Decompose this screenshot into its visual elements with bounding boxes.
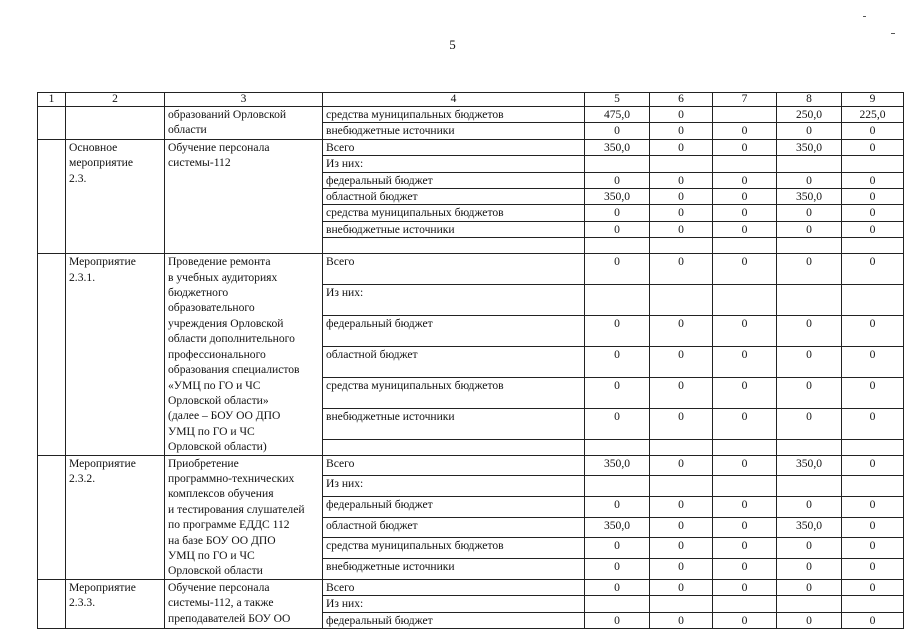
- amount-cell: 0: [842, 221, 904, 237]
- amount-cell: 0: [650, 221, 713, 237]
- col-header: 4: [323, 93, 585, 107]
- amount-cell: [713, 156, 777, 172]
- amount-cell: [713, 285, 777, 316]
- amount-cell: 350,0: [777, 139, 842, 155]
- amount-cell: 0: [713, 538, 777, 559]
- amount-cell: 0: [650, 316, 713, 347]
- amount-cell: 350,0: [777, 455, 842, 476]
- amount-cell: 0: [585, 496, 650, 517]
- amount-cell: 350,0: [585, 517, 650, 538]
- col-header: 2: [66, 93, 165, 107]
- amount-cell: 0: [650, 107, 713, 123]
- header-row: [38, 93, 904, 107]
- amount-cell: 0: [777, 172, 842, 188]
- row-number-cell: [38, 254, 66, 455]
- funding-source-cell: внебюджетные источники: [323, 408, 585, 439]
- amount-cell: 0: [842, 254, 904, 285]
- amount-cell: 0: [650, 455, 713, 476]
- spacer-cell: [323, 439, 585, 455]
- amount-cell: 350,0: [777, 189, 842, 205]
- amount-cell: 350,0: [585, 455, 650, 476]
- amount-cell: 0: [585, 316, 650, 347]
- activity-name-cell: [66, 107, 165, 140]
- funding-source-cell: средства муниципальных бюджетов: [323, 107, 585, 123]
- spacer-cell: [323, 238, 585, 254]
- amount-cell: 0: [650, 377, 713, 408]
- funding-source-cell: областной бюджет: [323, 346, 585, 377]
- table-row: [38, 455, 904, 476]
- amount-cell: 0: [777, 579, 842, 595]
- row-number-cell: [38, 139, 66, 253]
- amount-cell: [777, 285, 842, 316]
- amount-cell: [713, 596, 777, 612]
- amount-cell: 0: [842, 377, 904, 408]
- amount-cell: 0: [650, 346, 713, 377]
- amount-cell: 250,0: [777, 107, 842, 123]
- row-number-cell: [38, 579, 66, 628]
- activity-name-cell: Мероприятие 2.3.3.: [66, 579, 165, 628]
- amount-cell: 0: [650, 139, 713, 155]
- amount-cell: 0: [842, 205, 904, 221]
- amount-cell: 0: [650, 517, 713, 538]
- amount-cell: 0: [585, 579, 650, 595]
- col-header: 7: [713, 93, 777, 107]
- budget-table-wrapper: [37, 92, 904, 629]
- amount-cell: 0: [713, 377, 777, 408]
- amount-cell: 0: [842, 346, 904, 377]
- amount-cell: 0: [713, 316, 777, 347]
- spacer-cell: [713, 439, 777, 455]
- amount-cell: 0: [713, 455, 777, 476]
- amount-cell: [713, 107, 777, 123]
- amount-cell: 0: [585, 346, 650, 377]
- amount-cell: 0: [842, 172, 904, 188]
- activity-description-cell: Приобретение программно-технических комплексов обучения и тестирования слушателей по программе ЕДДС 112 на базе БОУ ОО ДПО УМЦ по ГО и ЧС Орловской области: [165, 455, 323, 579]
- amount-cell: 0: [650, 579, 713, 595]
- scan-speck: [863, 16, 866, 17]
- spacer-cell: [713, 238, 777, 254]
- col-header: 8: [777, 93, 842, 107]
- amount-cell: 0: [777, 408, 842, 439]
- activity-description-cell: Обучение персонала системы-112: [165, 139, 323, 253]
- amount-cell: 0: [777, 123, 842, 139]
- amount-cell: 0: [650, 559, 713, 580]
- amount-cell: 0: [713, 496, 777, 517]
- table-row: [38, 254, 904, 285]
- table-row: [38, 107, 904, 123]
- funding-source-cell: областной бюджет: [323, 517, 585, 538]
- amount-cell: 0: [713, 408, 777, 439]
- funding-source-cell: средства муниципальных бюджетов: [323, 377, 585, 408]
- spacer-cell: [650, 238, 713, 254]
- amount-cell: 0: [713, 221, 777, 237]
- row-number-cell: [38, 455, 66, 579]
- col-header: 5: [585, 93, 650, 107]
- spacer-cell: [777, 439, 842, 455]
- amount-cell: 0: [842, 612, 904, 628]
- amount-cell: 0: [777, 377, 842, 408]
- funding-source-cell: Из них:: [323, 476, 585, 497]
- amount-cell: [842, 596, 904, 612]
- funding-source-cell: федеральный бюджет: [323, 612, 585, 628]
- amount-cell: 0: [650, 172, 713, 188]
- activity-description-cell: Обучение персонала системы-112, а также преподавателей БОУ ОО: [165, 579, 323, 628]
- amount-cell: 0: [777, 559, 842, 580]
- amount-cell: [713, 476, 777, 497]
- amount-cell: 0: [650, 612, 713, 628]
- table-row: [38, 139, 904, 155]
- amount-cell: 0: [713, 254, 777, 285]
- spacer-cell: [585, 439, 650, 455]
- activity-name-cell: Мероприятие 2.3.2.: [66, 455, 165, 579]
- col-header: 1: [38, 93, 66, 107]
- amount-cell: [650, 285, 713, 316]
- spacer-cell: [650, 439, 713, 455]
- funding-source-cell: внебюджетные источники: [323, 123, 585, 139]
- amount-cell: 0: [777, 612, 842, 628]
- funding-source-cell: средства муниципальных бюджетов: [323, 205, 585, 221]
- amount-cell: 475,0: [585, 107, 650, 123]
- funding-source-cell: федеральный бюджет: [323, 496, 585, 517]
- activity-description-cell: Проведение ремонта в учебных аудиториях бюджетного образовательного учреждения Орловской области дополнительного профессионального образования специалистов «УМЦ по ГО и ЧС Орловской области» (далее – БОУ ОО ДПО УМЦ по ГО и ЧС Орловской области): [165, 254, 323, 455]
- amount-cell: 0: [585, 221, 650, 237]
- amount-cell: 0: [650, 205, 713, 221]
- activity-name-cell: Мероприятие 2.3.1.: [66, 254, 165, 455]
- amount-cell: 350,0: [585, 139, 650, 155]
- amount-cell: 0: [585, 612, 650, 628]
- amount-cell: 0: [842, 139, 904, 155]
- funding-source-cell: внебюджетные источники: [323, 559, 585, 580]
- amount-cell: 0: [650, 538, 713, 559]
- amount-cell: 0: [585, 254, 650, 285]
- amount-cell: [842, 476, 904, 497]
- amount-cell: [650, 156, 713, 172]
- spacer-cell: [777, 238, 842, 254]
- amount-cell: 0: [585, 377, 650, 408]
- amount-cell: 0: [842, 517, 904, 538]
- funding-source-cell: внебюджетные источники: [323, 221, 585, 237]
- funding-source-cell: Всего: [323, 579, 585, 595]
- amount-cell: 0: [777, 316, 842, 347]
- scan-speck: [891, 33, 895, 34]
- amount-cell: 0: [777, 221, 842, 237]
- col-header: 6: [650, 93, 713, 107]
- amount-cell: 0: [713, 189, 777, 205]
- col-header: 9: [842, 93, 904, 107]
- budget-table: [37, 92, 904, 629]
- activity-name-cell: Основное мероприятие 2.3.: [66, 139, 165, 253]
- activity-description-cell: образований Орловской области: [165, 107, 323, 140]
- amount-cell: 0: [842, 579, 904, 595]
- amount-cell: 0: [842, 408, 904, 439]
- amount-cell: 0: [713, 139, 777, 155]
- funding-source-cell: Из них:: [323, 596, 585, 612]
- amount-cell: 0: [585, 123, 650, 139]
- funding-source-cell: Всего: [323, 455, 585, 476]
- amount-cell: 0: [777, 254, 842, 285]
- spacer-cell: [585, 238, 650, 254]
- amount-cell: 0: [585, 538, 650, 559]
- amount-cell: 0: [713, 205, 777, 221]
- amount-cell: 225,0: [842, 107, 904, 123]
- funding-source-cell: федеральный бюджет: [323, 172, 585, 188]
- funding-source-cell: Всего: [323, 139, 585, 155]
- amount-cell: [585, 156, 650, 172]
- amount-cell: 0: [777, 496, 842, 517]
- funding-source-cell: средства муниципальных бюджетов: [323, 538, 585, 559]
- amount-cell: 0: [842, 123, 904, 139]
- amount-cell: 0: [777, 346, 842, 377]
- funding-source-cell: областной бюджет: [323, 189, 585, 205]
- amount-cell: [585, 285, 650, 316]
- amount-cell: [585, 476, 650, 497]
- amount-cell: [650, 596, 713, 612]
- col-header: 3: [165, 93, 323, 107]
- amount-cell: 350,0: [585, 189, 650, 205]
- amount-cell: 0: [650, 189, 713, 205]
- funding-source-cell: Из них:: [323, 156, 585, 172]
- amount-cell: 0: [713, 123, 777, 139]
- amount-cell: 0: [777, 538, 842, 559]
- funding-source-cell: Всего: [323, 254, 585, 285]
- funding-source-cell: федеральный бюджет: [323, 316, 585, 347]
- amount-cell: [777, 596, 842, 612]
- amount-cell: 0: [585, 205, 650, 221]
- amount-cell: [777, 476, 842, 497]
- amount-cell: 0: [713, 559, 777, 580]
- amount-cell: 0: [585, 559, 650, 580]
- amount-cell: 0: [842, 455, 904, 476]
- amount-cell: 0: [842, 538, 904, 559]
- amount-cell: [650, 476, 713, 497]
- amount-cell: 0: [842, 316, 904, 347]
- amount-cell: 0: [842, 559, 904, 580]
- amount-cell: 0: [777, 205, 842, 221]
- amount-cell: 0: [713, 346, 777, 377]
- table-row: [38, 579, 904, 595]
- amount-cell: [842, 285, 904, 316]
- amount-cell: 0: [713, 612, 777, 628]
- amount-cell: 0: [713, 517, 777, 538]
- amount-cell: 0: [585, 408, 650, 439]
- spacer-cell: [842, 238, 904, 254]
- amount-cell: 0: [713, 172, 777, 188]
- amount-cell: 0: [650, 408, 713, 439]
- amount-cell: 0: [842, 189, 904, 205]
- amount-cell: [842, 156, 904, 172]
- amount-cell: [777, 156, 842, 172]
- amount-cell: 0: [842, 496, 904, 517]
- amount-cell: 0: [713, 579, 777, 595]
- amount-cell: [585, 596, 650, 612]
- amount-cell: 0: [585, 172, 650, 188]
- amount-cell: 0: [650, 254, 713, 285]
- row-number-cell: [38, 107, 66, 140]
- amount-cell: 0: [650, 496, 713, 517]
- amount-cell: 350,0: [777, 517, 842, 538]
- funding-source-cell: Из них:: [323, 285, 585, 316]
- amount-cell: 0: [650, 123, 713, 139]
- page-number: 5: [449, 37, 456, 52]
- spacer-cell: [842, 439, 904, 455]
